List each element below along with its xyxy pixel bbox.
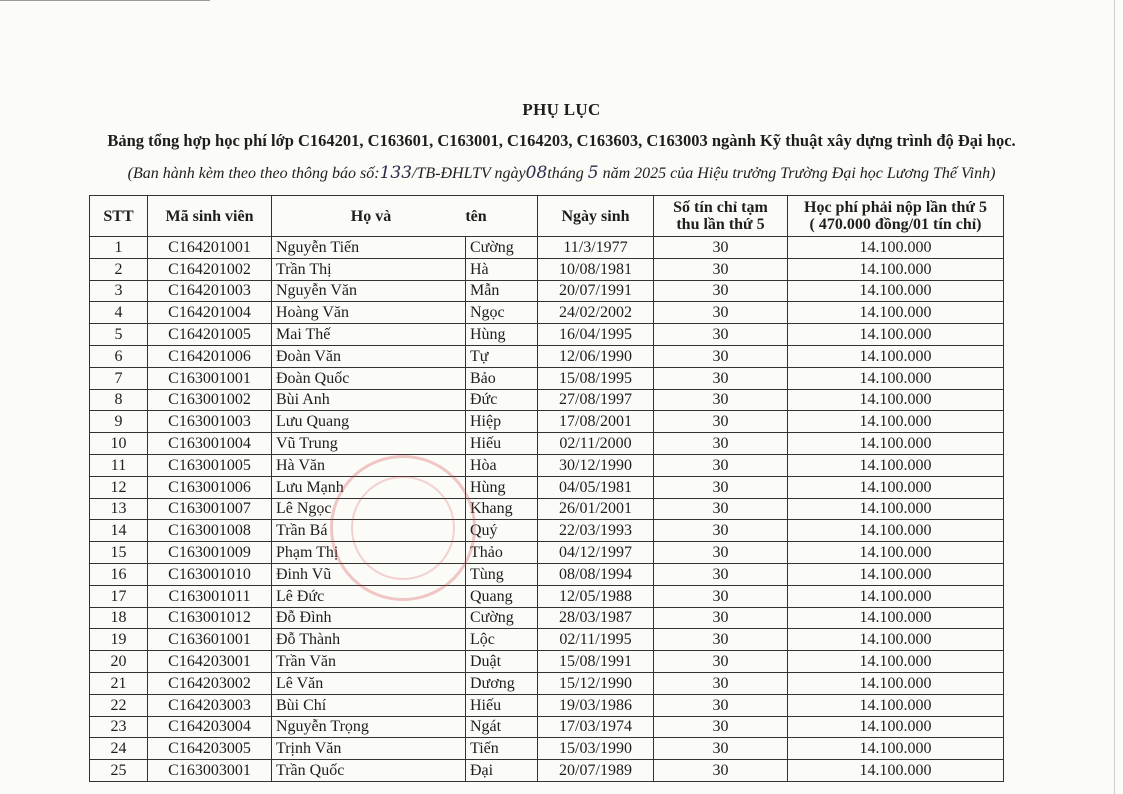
row-credits: 30 xyxy=(654,760,788,782)
table-row xyxy=(90,324,1004,346)
row-dob: 10/08/1981 xyxy=(538,258,654,280)
row-student-id: C164201002 xyxy=(148,258,272,280)
row-credits: 30 xyxy=(654,651,788,673)
row-dob: 15/03/1990 xyxy=(538,738,654,760)
notice-number: 133 xyxy=(379,163,413,183)
table-row xyxy=(90,672,1004,694)
row-student-id: C164203001 xyxy=(148,651,272,673)
row-credits: 30 xyxy=(654,237,788,259)
issuance-mid1: /TB-ĐHLTV ngày xyxy=(412,165,526,182)
row-student-id: C163001004 xyxy=(148,433,272,455)
table-row xyxy=(90,237,1004,259)
row-last-name: Đoàn Quốc xyxy=(272,367,466,389)
table-row xyxy=(90,345,1004,367)
row-dob: 12/05/1988 xyxy=(538,585,654,607)
header-credits xyxy=(654,196,788,237)
row-dob: 15/12/1990 xyxy=(538,672,654,694)
table-row xyxy=(90,760,1004,782)
table-row xyxy=(90,694,1004,716)
row-dob: 28/03/1987 xyxy=(538,607,654,629)
row-dob: 08/08/1994 xyxy=(538,563,654,585)
row-dob: 20/07/1989 xyxy=(538,760,654,782)
row-first-name: Ngọc xyxy=(466,302,538,324)
row-dob: 26/01/2001 xyxy=(538,498,654,520)
row-student-id: C163001009 xyxy=(148,542,272,564)
row-first-name: Ngát xyxy=(466,716,538,738)
row-dob: 12/06/1990 xyxy=(538,345,654,367)
row-credits: 30 xyxy=(654,433,788,455)
row-student-id: C163601001 xyxy=(148,629,272,651)
row-student-id: C163001005 xyxy=(148,454,272,476)
row-credits: 30 xyxy=(654,585,788,607)
row-dob: 30/12/1990 xyxy=(538,454,654,476)
row-student-id: C164203002 xyxy=(148,672,272,694)
row-fee: 14.100.000 xyxy=(788,345,1004,367)
row-stt: 14 xyxy=(90,520,148,542)
row-stt: 10 xyxy=(90,433,148,455)
row-last-name: Bùi Anh xyxy=(272,389,466,411)
row-credits: 30 xyxy=(654,563,788,585)
row-student-id: C163001006 xyxy=(148,476,272,498)
row-fee: 14.100.000 xyxy=(788,324,1004,346)
row-student-id: C163001007 xyxy=(148,498,272,520)
table-row xyxy=(90,585,1004,607)
row-fee: 14.100.000 xyxy=(788,629,1004,651)
row-dob: 04/12/1997 xyxy=(538,542,654,564)
table-row xyxy=(90,454,1004,476)
document-subtitle: Bảng tổng hợp học phí lớp C164201, C163601, C163001, C164203, C163603, C163003 ngành Kỹ thuật xây dựng trình độ Đại học. xyxy=(107,131,1016,150)
issuance-suffix: năm 2025 của Hiệu trưởng Trường Đại học Lương Thế Vinh) xyxy=(602,165,996,182)
row-stt: 4 xyxy=(90,302,148,324)
table-row xyxy=(90,258,1004,280)
row-last-name: Nguyễn Văn xyxy=(272,280,466,302)
scan-edge-top xyxy=(0,0,210,1)
table-row xyxy=(90,520,1004,542)
row-credits: 30 xyxy=(654,345,788,367)
row-last-name: Đoàn Văn xyxy=(272,345,466,367)
row-first-name: Mẫn xyxy=(466,280,538,302)
row-first-name: Quang xyxy=(466,585,538,607)
row-first-name: Hiệp xyxy=(466,411,538,433)
row-credits: 30 xyxy=(654,498,788,520)
row-first-name: Duật xyxy=(466,651,538,673)
table-row xyxy=(90,367,1004,389)
row-stt: 1 xyxy=(90,237,148,259)
row-last-name: Lê Ngọc xyxy=(272,498,466,520)
row-stt: 3 xyxy=(90,280,148,302)
row-stt: 8 xyxy=(90,389,148,411)
row-credits: 30 xyxy=(654,454,788,476)
header-first-name: tên xyxy=(465,207,487,225)
row-last-name: Lê Đức xyxy=(272,585,466,607)
document-title: PHỤ LỤC xyxy=(522,100,601,119)
row-first-name: Cường xyxy=(466,237,538,259)
row-dob: 20/07/1991 xyxy=(538,280,654,302)
table-row xyxy=(90,563,1004,585)
header-last-name: Họ và xyxy=(350,207,392,225)
row-stt: 12 xyxy=(90,476,148,498)
row-stt: 24 xyxy=(90,738,148,760)
row-first-name: Cường xyxy=(466,607,538,629)
row-credits: 30 xyxy=(654,520,788,542)
row-student-id: C163001011 xyxy=(148,585,272,607)
row-dob: 15/08/1991 xyxy=(538,651,654,673)
row-credits: 30 xyxy=(654,672,788,694)
row-last-name: Lưu Mạnh xyxy=(272,476,466,498)
row-stt: 22 xyxy=(90,694,148,716)
row-fee: 14.100.000 xyxy=(788,651,1004,673)
row-last-name: Đinh Vũ xyxy=(272,563,466,585)
table-header-row xyxy=(90,196,1004,237)
row-student-id: C163001001 xyxy=(148,367,272,389)
row-dob: 22/03/1993 xyxy=(538,520,654,542)
row-fee: 14.100.000 xyxy=(788,716,1004,738)
row-last-name: Phạm Thị xyxy=(272,542,466,564)
header-credits-line1: Số tín chỉ tạm xyxy=(673,199,768,216)
table-row xyxy=(90,607,1004,629)
table-row xyxy=(90,302,1004,324)
row-fee: 14.100.000 xyxy=(788,411,1004,433)
row-last-name: Hà Văn xyxy=(272,454,466,476)
row-dob: 16/04/1995 xyxy=(538,324,654,346)
row-dob: 11/3/1977 xyxy=(538,237,654,259)
notice-day: 08 xyxy=(525,163,548,183)
table-row xyxy=(90,476,1004,498)
row-credits: 30 xyxy=(654,607,788,629)
row-first-name: Hiếu xyxy=(466,694,538,716)
row-student-id: C163001010 xyxy=(148,563,272,585)
row-fee: 14.100.000 xyxy=(788,607,1004,629)
table-row xyxy=(90,411,1004,433)
row-first-name: Hà xyxy=(466,258,538,280)
row-stt: 13 xyxy=(90,498,148,520)
table-row xyxy=(90,716,1004,738)
row-stt: 7 xyxy=(90,367,148,389)
row-first-name: Bảo xyxy=(466,367,538,389)
row-credits: 30 xyxy=(654,716,788,738)
row-credits: 30 xyxy=(654,476,788,498)
row-fee: 14.100.000 xyxy=(788,237,1004,259)
row-stt: 19 xyxy=(90,629,148,651)
row-first-name: Khang xyxy=(466,498,538,520)
table-row xyxy=(90,280,1004,302)
row-student-id: C164201006 xyxy=(148,345,272,367)
row-last-name: Đỗ Đình xyxy=(272,607,466,629)
row-credits: 30 xyxy=(654,389,788,411)
row-stt: 11 xyxy=(90,454,148,476)
row-last-name: Lưu Quang xyxy=(272,411,466,433)
row-student-id: C164201003 xyxy=(148,280,272,302)
row-dob: 02/11/2000 xyxy=(538,433,654,455)
row-stt: 25 xyxy=(90,760,148,782)
row-credits: 30 xyxy=(654,738,788,760)
row-fee: 14.100.000 xyxy=(788,280,1004,302)
row-dob: 15/08/1995 xyxy=(538,367,654,389)
row-fee: 14.100.000 xyxy=(788,498,1004,520)
row-student-id: C163001012 xyxy=(148,607,272,629)
row-last-name: Trần Văn xyxy=(272,651,466,673)
row-last-name: Trịnh Văn xyxy=(272,738,466,760)
header-credits-line2: thu lần thứ 5 xyxy=(676,216,765,233)
row-credits: 30 xyxy=(654,694,788,716)
row-stt: 23 xyxy=(90,716,148,738)
row-student-id: C163001003 xyxy=(148,411,272,433)
row-student-id: C163001008 xyxy=(148,520,272,542)
row-last-name: Trần Bá xyxy=(272,520,466,542)
row-stt: 2 xyxy=(90,258,148,280)
row-dob: 24/02/2002 xyxy=(538,302,654,324)
row-student-id: C164201004 xyxy=(148,302,272,324)
row-fee: 14.100.000 xyxy=(788,585,1004,607)
row-student-id: C163003001 xyxy=(148,760,272,782)
row-credits: 30 xyxy=(654,411,788,433)
row-dob: 19/03/1986 xyxy=(538,694,654,716)
row-credits: 30 xyxy=(654,324,788,346)
table-row xyxy=(90,542,1004,564)
row-dob: 04/05/1981 xyxy=(538,476,654,498)
issuance-note xyxy=(0,163,1123,183)
row-last-name: Bùi Chí xyxy=(272,694,466,716)
row-dob: 27/08/1997 xyxy=(538,389,654,411)
table-body xyxy=(90,237,1004,782)
row-student-id: C164203004 xyxy=(148,716,272,738)
row-student-id: C164203003 xyxy=(148,694,272,716)
row-last-name: Đỗ Thành xyxy=(272,629,466,651)
row-stt: 5 xyxy=(90,324,148,346)
header-fee xyxy=(788,196,1004,237)
row-dob: 02/11/1995 xyxy=(538,629,654,651)
table-row xyxy=(90,498,1004,520)
row-first-name: Tiến xyxy=(466,738,538,760)
row-fee: 14.100.000 xyxy=(788,738,1004,760)
row-student-id: C164201005 xyxy=(148,324,272,346)
row-fee: 14.100.000 xyxy=(788,302,1004,324)
row-first-name: Hiếu xyxy=(466,433,538,455)
row-credits: 30 xyxy=(654,542,788,564)
row-student-id: C163001002 xyxy=(148,389,272,411)
row-first-name: Hòa xyxy=(466,454,538,476)
row-fee: 14.100.000 xyxy=(788,476,1004,498)
row-fee: 14.100.000 xyxy=(788,672,1004,694)
row-fee: 14.100.000 xyxy=(788,542,1004,564)
header-student-id: Mã sinh viên xyxy=(148,196,272,237)
row-credits: 30 xyxy=(654,367,788,389)
row-first-name: Đại xyxy=(466,760,538,782)
row-stt: 18 xyxy=(90,607,148,629)
row-stt: 15 xyxy=(90,542,148,564)
row-first-name: Lộc xyxy=(466,629,538,651)
issuance-prefix: (Ban hành kèm theo theo thông báo số: xyxy=(127,165,380,182)
table-row xyxy=(90,629,1004,651)
row-credits: 30 xyxy=(654,258,788,280)
row-fee: 14.100.000 xyxy=(788,520,1004,542)
row-credits: 30 xyxy=(654,280,788,302)
header-dob: Ngày sinh xyxy=(538,196,654,237)
row-last-name: Trần Thị xyxy=(272,258,466,280)
row-stt: 9 xyxy=(90,411,148,433)
row-last-name: Nguyễn Tiến xyxy=(272,237,466,259)
row-stt: 20 xyxy=(90,651,148,673)
row-stt: 21 xyxy=(90,672,148,694)
row-first-name: Hùng xyxy=(466,324,538,346)
row-last-name: Trần Quốc xyxy=(272,760,466,782)
row-first-name: Thảo xyxy=(466,542,538,564)
row-last-name: Lê Văn xyxy=(272,672,466,694)
row-fee: 14.100.000 xyxy=(788,258,1004,280)
header-fee-line2: ( 470.000 đồng/01 tín chỉ) xyxy=(809,216,982,233)
row-stt: 6 xyxy=(90,345,148,367)
row-first-name: Tự xyxy=(466,345,538,367)
row-credits: 30 xyxy=(654,302,788,324)
row-stt: 17 xyxy=(90,585,148,607)
row-fee: 14.100.000 xyxy=(788,389,1004,411)
row-fee: 14.100.000 xyxy=(788,367,1004,389)
table-row xyxy=(90,738,1004,760)
row-last-name: Nguyễn Trọng xyxy=(272,716,466,738)
row-last-name: Mai Thế xyxy=(272,324,466,346)
row-stt: 16 xyxy=(90,563,148,585)
row-first-name: Hùng xyxy=(466,476,538,498)
header-fee-line1: Học phí phải nộp lần thứ 5 xyxy=(804,199,987,216)
table-row xyxy=(90,651,1004,673)
row-last-name: Hoàng Văn xyxy=(272,302,466,324)
row-first-name: Dương xyxy=(466,672,538,694)
table-row xyxy=(90,433,1004,455)
row-fee: 14.100.000 xyxy=(788,563,1004,585)
row-fee: 14.100.000 xyxy=(788,694,1004,716)
row-credits: 30 xyxy=(654,629,788,651)
row-fee: 14.100.000 xyxy=(788,433,1004,455)
row-student-id: C164203005 xyxy=(148,738,272,760)
notice-month: 5 xyxy=(587,163,599,183)
issuance-mid2: tháng xyxy=(547,165,584,182)
row-last-name: Vũ Trung xyxy=(272,433,466,455)
header-stt: STT xyxy=(90,196,148,237)
header-full-name xyxy=(272,196,538,237)
row-student-id: C164201001 xyxy=(148,237,272,259)
row-fee: 14.100.000 xyxy=(788,454,1004,476)
row-dob: 17/03/1974 xyxy=(538,716,654,738)
row-first-name: Quý xyxy=(466,520,538,542)
row-fee: 14.100.000 xyxy=(788,760,1004,782)
row-dob: 17/08/2001 xyxy=(538,411,654,433)
table-row xyxy=(90,389,1004,411)
row-first-name: Đức xyxy=(466,389,538,411)
row-first-name: Tùng xyxy=(466,563,538,585)
tuition-table xyxy=(89,195,1004,782)
